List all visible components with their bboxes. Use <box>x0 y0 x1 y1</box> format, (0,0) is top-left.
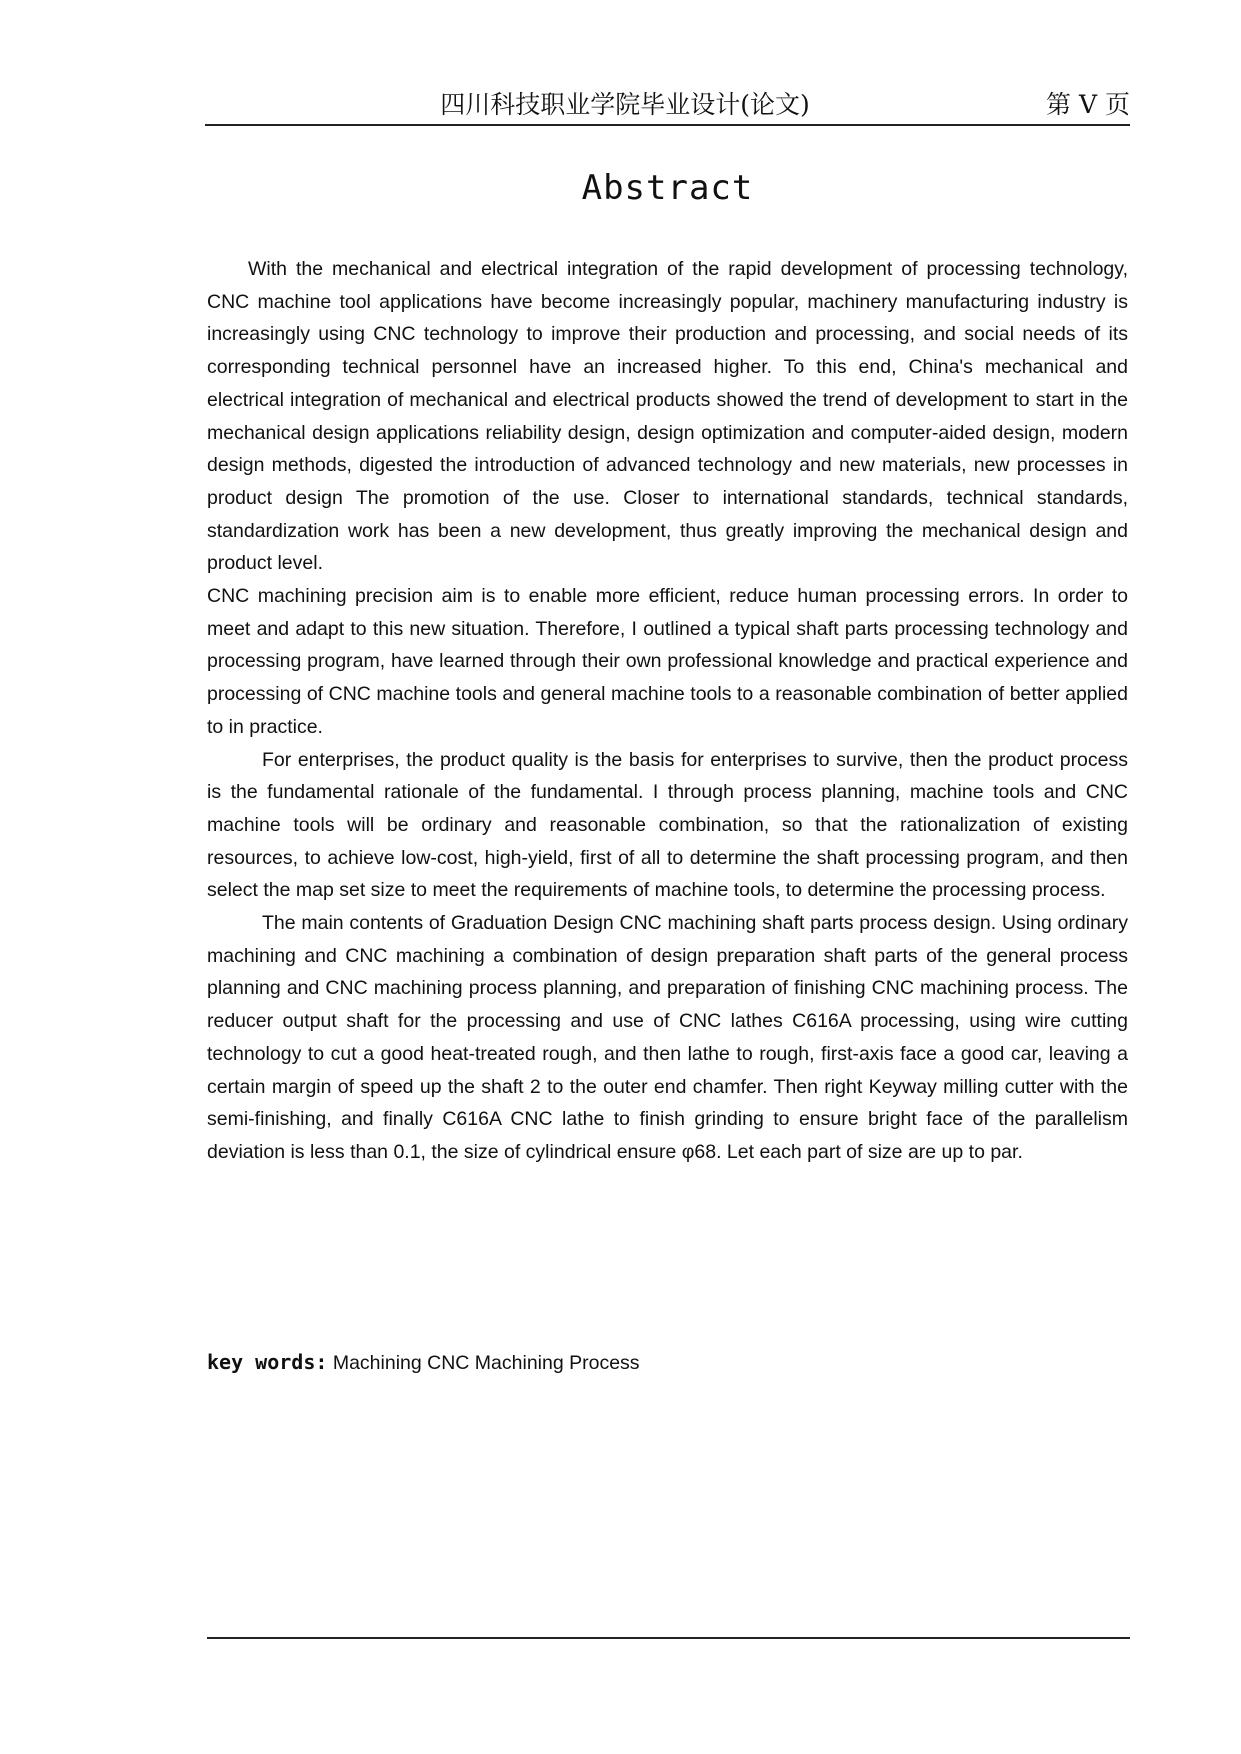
footer-rule <box>207 1637 1130 1639</box>
page-header <box>205 85 1130 125</box>
abstract-paragraph: For enterprises, the product quality is the basis for enterprises to survive, then the product process is the fundamental rationale of the fundamental. I through process planning, machine tools and CNC machine tools will be ordinary and reasonable combination, so that the rationalization of existing resources, to achieve low-cost, high-yield, first of all to determine the shaft processing program, and then select the map set size to meet the requirements of machine tools, to determine the processing process. <box>207 748 1128 902</box>
abstract-paragraph: CNC machining precision aim is to enable more efficient, reduce human processing errors. In order to meet and adapt to this new situation. Therefore, I outlined a typical shaft parts processing technology and processing program, have learned through their own professional knowledge and practical experience and processing of CNC machine tools and general machine tools to a reasonable combination of better applied to in practice. <box>207 585 1128 738</box>
abstract-title: Abstract <box>581 168 754 208</box>
abstract-paragraph: With the mechanical and electrical integration of the rapid development of processing technology, CNC machine tool applications have become increasingly popular, machinery manufacturing industry is increasingly using CNC technology to improve their production and processing, and social needs of its corresponding technical personnel have an increased higher. To this end, China's mechanical and electrical integration of mechanical and electrical products showed the trend of development to start in the mechanical design applications reliability design, design optimization and computer-aided design, modern design methods, digested the introduction of advanced technology and new materials, new processes in product design The promotion of the use. Closer to international standards, technical standards, standardization work has been a new development, thus greatly improving the mechanical design and product level. <box>207 258 1128 575</box>
keywords-label: key words: <box>207 1350 328 1374</box>
abstract-paragraph: The main contents of Graduation Design CNC machining shaft parts process design. Using ordinary machining and CNC machining a combination of design preparation shaft parts of the general process planning and CNC machining process planning, and preparation of finishing CNC machining process. The reducer output shaft for the processing and use of CNC lathes C616A processing, using wire cutting technology to cut a good heat-treated rough, and then lathe to rough, first-axis face a good car, leaving a certain margin of speed up the shaft 2 to the outer end chamfer. Then right Keyway milling cutter with the semi-finishing, and finally C616A CNC lathe to finish grinding to ensure bright face of the parallelism deviation is less than 0.1, the size of cylindrical ensure φ68. Let each part of size are up to par. <box>207 912 1128 1163</box>
header-title: 四川科技职业学院毕业设计(论文) <box>440 90 810 119</box>
abstract-body <box>207 253 1128 1169</box>
keywords-text: Machining CNC Machining Process <box>332 1352 640 1374</box>
keywords-line <box>207 1347 640 1378</box>
header-rule <box>205 124 1130 126</box>
header-page-number: 第 V 页 <box>1046 90 1130 119</box>
